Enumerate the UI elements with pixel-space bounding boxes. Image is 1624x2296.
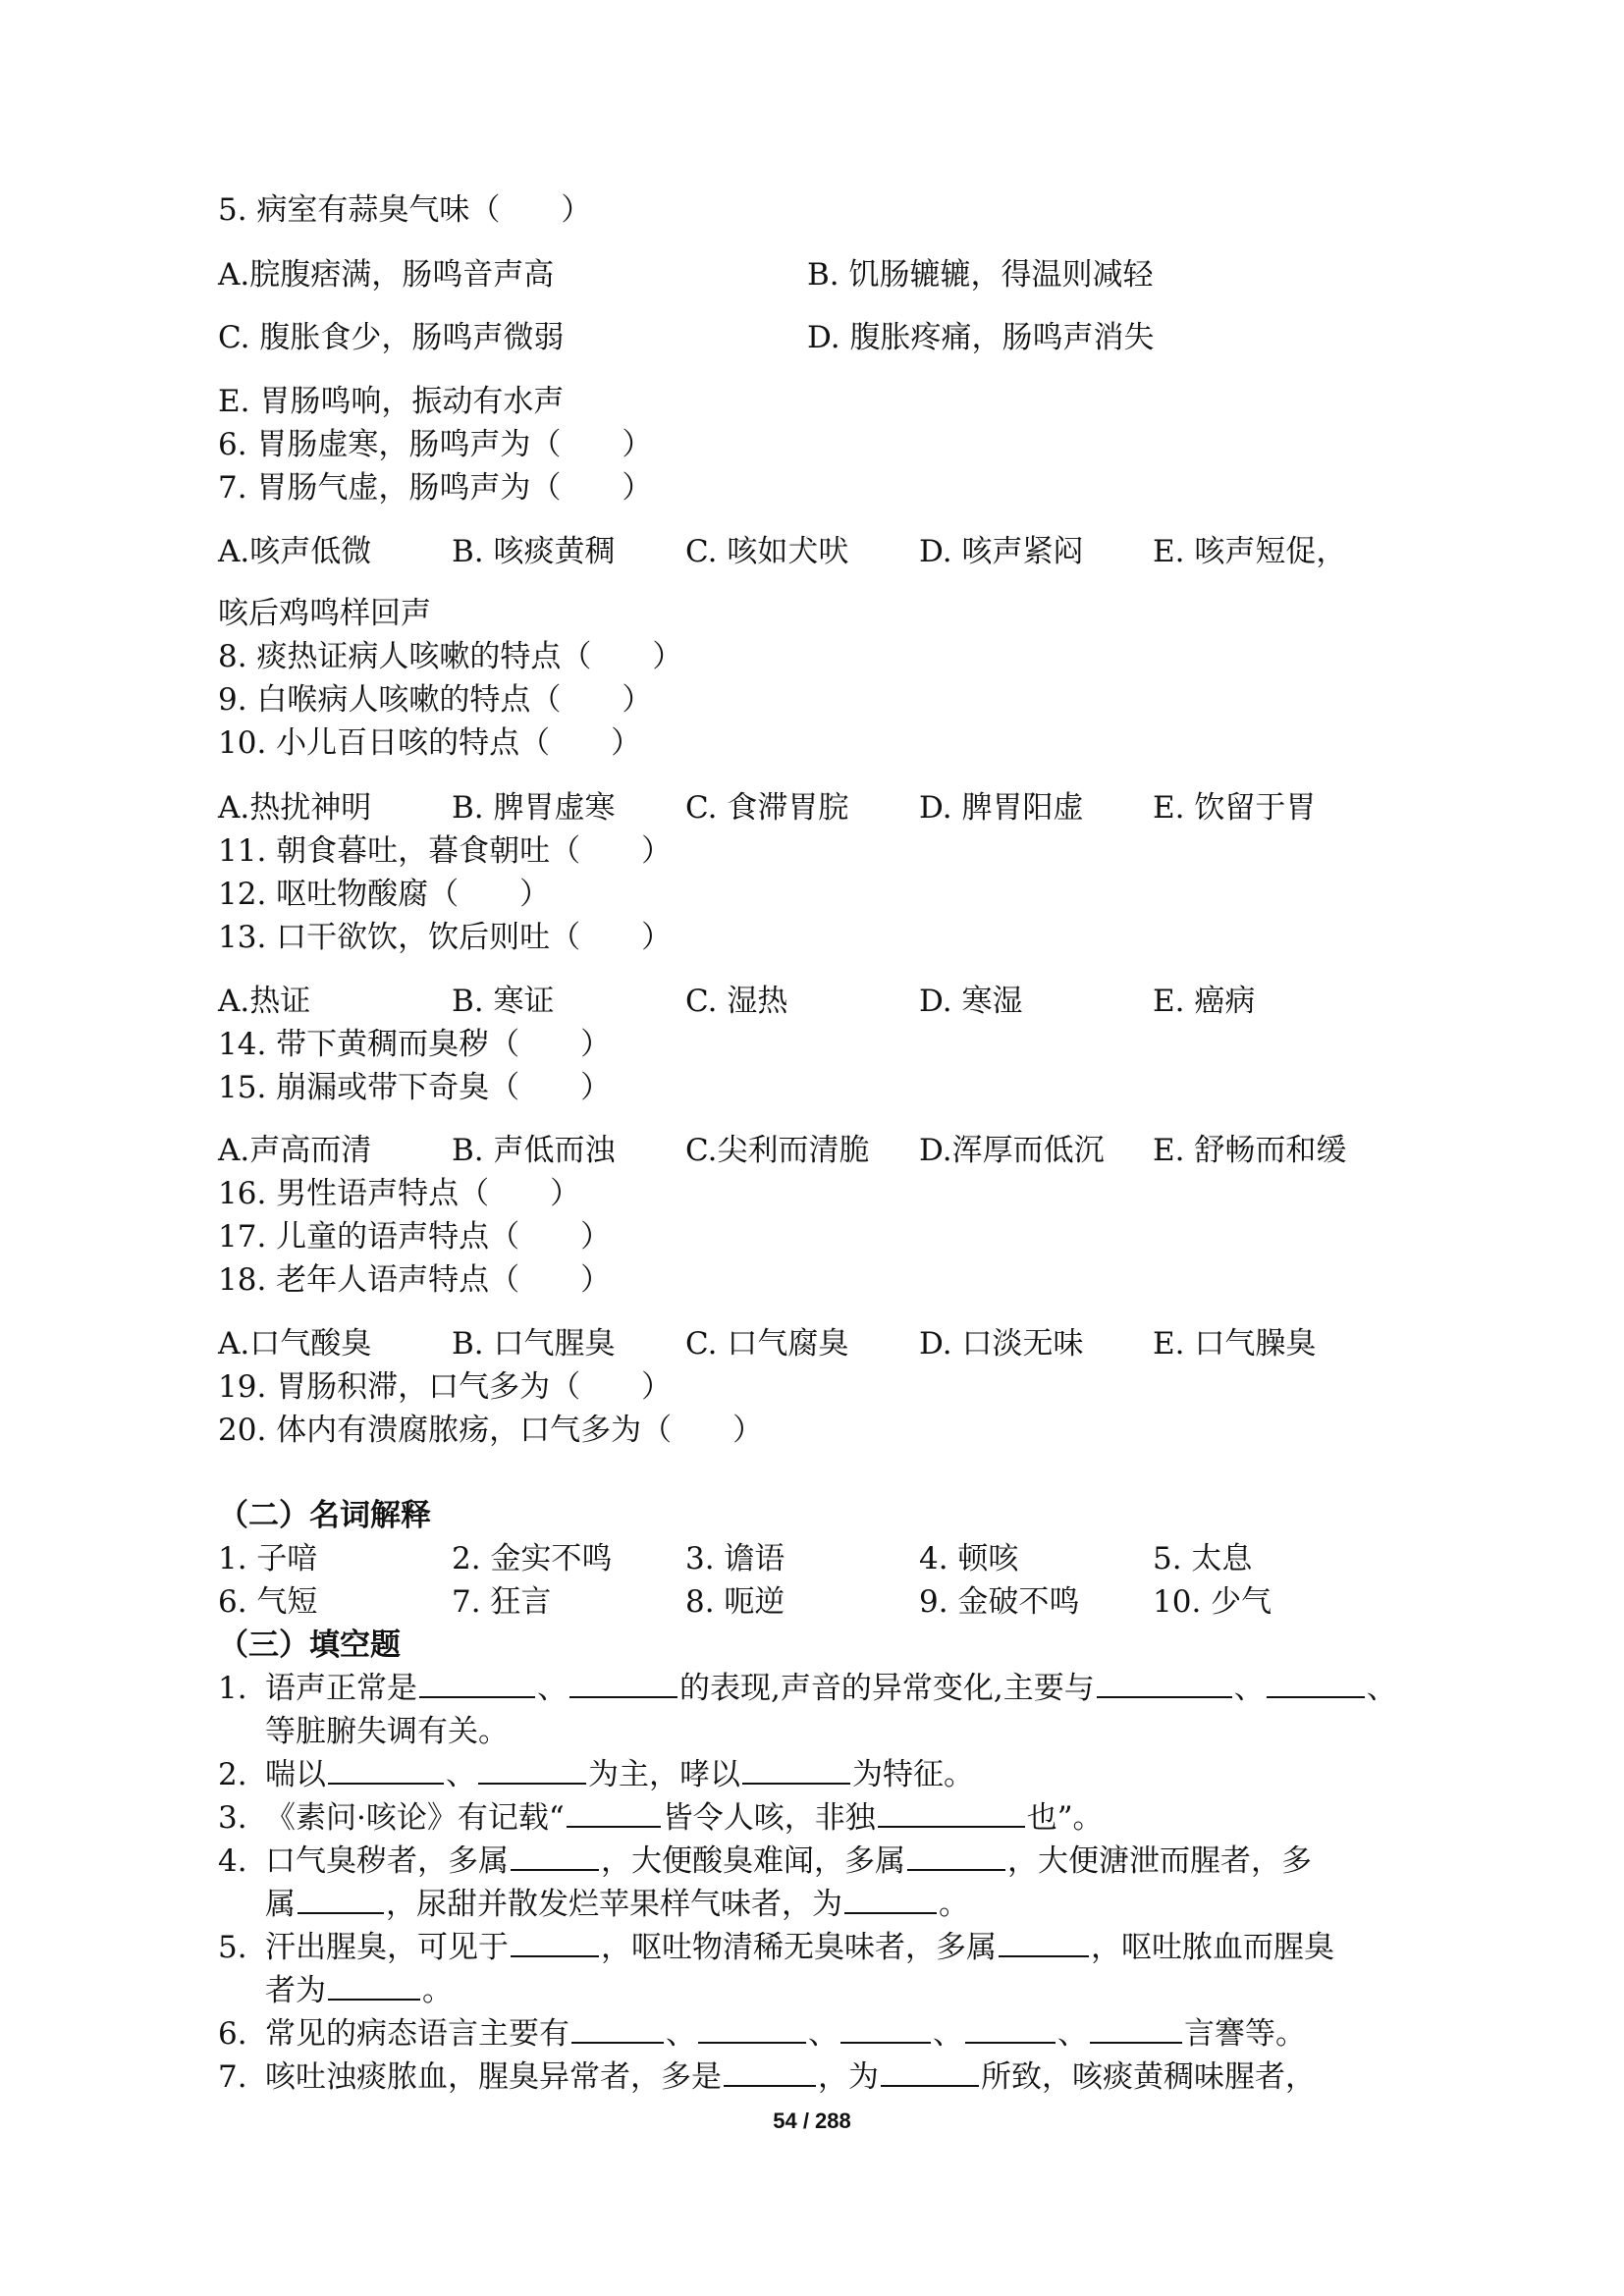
option-a: A.咳声低微 (218, 534, 372, 569)
fill-number: 3. (218, 1800, 247, 1836)
option-c: C. 腹胀食少，肠鸣声微弱 (218, 320, 565, 355)
option-e: E. 癌病 (1153, 984, 1256, 1019)
answer-blank[interactable] (571, 2016, 664, 2044)
option-c: C. 食滞胃脘 (685, 790, 849, 826)
question-15: 15. 崩漏或带下奇臭（ ） (218, 1070, 612, 1105)
section-heading-fill: （三）填空题 (218, 1628, 401, 1663)
term-item: 4. 顿咳 (919, 1541, 1019, 1576)
question-18: 18. 老年人语声特点（ ） (218, 1262, 612, 1298)
question-10: 10. 小儿百日咳的特点（ ） (218, 725, 642, 761)
option-c: C. 口气腐臭 (685, 1326, 849, 1362)
fill-item-6: 常见的病态语言主要有 、 、 、 、 言謇等。 (265, 2016, 1306, 2052)
question-12: 12. 呕吐物酸腐（ ） (218, 877, 551, 912)
fill-number: 1. (218, 1671, 247, 1706)
term-item: 1. 子喑 (218, 1541, 318, 1576)
answer-blank[interactable] (907, 1843, 1005, 1871)
option-d: D. 寒湿 (919, 984, 1023, 1019)
fill-item-4-continued: 属 ，尿甜并散发烂苹果样气味者，为 。 (265, 1887, 969, 1922)
answer-blank[interactable] (698, 2016, 806, 2044)
option-b: B. 脾胃虚寒 (452, 790, 616, 826)
option-e: E. 舒畅而和缓 (1153, 1133, 1347, 1168)
option-a: A.脘腹痞满，肠鸣音声高 (218, 257, 555, 293)
option-a: A.口气酸臭 (218, 1326, 372, 1362)
option-d: D. 腹胀疼痛，肠鸣声消失 (807, 320, 1155, 355)
answer-blank[interactable] (567, 1800, 661, 1828)
answer-blank[interactable] (478, 1757, 586, 1785)
fill-item-1: 语声正常是 、 的表现,声音的异常变化,主要与 、 、 (265, 1671, 1397, 1706)
answer-blank[interactable] (511, 1930, 599, 1957)
term-item: 8. 呃逆 (685, 1584, 785, 1620)
option-d: D. 咳声紧闷 (919, 534, 1084, 569)
question-9: 9. 白喉病人咳嗽的特点（ ） (218, 682, 653, 718)
fill-item-3: 《素问·咳论》有记载“ 皆令人咳，非独 也”。 (265, 1800, 1104, 1836)
question-20: 20. 体内有溃腐脓疡，口气多为（ ） (218, 1413, 764, 1448)
question-14: 14. 带下黄稠而臭秽（ ） (218, 1027, 612, 1062)
option-e: E. 胃肠鸣响，振动有水声 (218, 384, 565, 419)
answer-blank[interactable] (965, 2016, 1056, 2044)
answer-blank[interactable] (724, 2059, 816, 2087)
option-e-continued: 咳后鸡鸣样回声 (218, 596, 431, 631)
option-c: C. 湿热 (685, 984, 788, 1019)
option-a: A.热扰神明 (218, 790, 372, 826)
fill-item-7: 咳吐浊痰脓血，腥臭异常者，多是 ，为 所致，咳痰黄稠味腥者， (265, 2059, 1316, 2095)
answer-blank[interactable] (742, 1757, 850, 1785)
question-13: 13. 口干欲饮，饮后则吐（ ） (218, 920, 673, 955)
fill-number: 6. (218, 2016, 247, 2052)
option-e: E. 咳声短促， (1153, 534, 1347, 569)
option-a: A.热证 (218, 984, 311, 1019)
term-item: 5. 太息 (1153, 1541, 1253, 1576)
term-item: 10. 少气 (1153, 1584, 1272, 1620)
answer-blank[interactable] (569, 1671, 677, 1698)
fill-number: 7. (218, 2059, 247, 2095)
fill-item-2: 喘以 、 为主，哮以 为特征。 (265, 1757, 974, 1792)
option-c: C.尖利而清脆 (685, 1133, 870, 1168)
option-d: D. 脾胃阳虚 (919, 790, 1084, 826)
option-e: E. 口气臊臭 (1153, 1326, 1317, 1362)
question-8: 8. 痰热证病人咳嗽的特点（ ） (218, 639, 683, 674)
fill-item-5: 汗出腥臭，可见于 ，呕吐物清稀无臭味者，多属 ，呕吐脓血而腥臭 (265, 1930, 1334, 1965)
answer-blank[interactable] (328, 1973, 420, 2001)
answer-blank[interactable] (298, 1887, 384, 1914)
fill-item-4: 口气臭秽者，多属 ，大便酸臭难闻，多属 ，大便溏泄而腥者，多 (265, 1843, 1312, 1879)
term-item: 3. 谵语 (685, 1541, 785, 1576)
answer-blank[interactable] (840, 2016, 931, 2044)
term-item: 6. 气短 (218, 1584, 318, 1620)
fill-item-5-continued: 者为 。 (265, 1973, 453, 2008)
section-heading-terms: （二）名词解释 (218, 1498, 431, 1533)
answer-blank[interactable] (999, 1930, 1089, 1957)
option-d: D.浑厚而低沉 (919, 1133, 1105, 1168)
fill-number: 2. (218, 1757, 247, 1792)
term-item: 9. 金破不鸣 (919, 1584, 1080, 1620)
question-11: 11. 朝食暮吐，暮食朝吐（ ） (218, 833, 673, 869)
answer-blank[interactable] (881, 2059, 979, 2087)
page-number: 54 / 288 (773, 2109, 851, 2133)
answer-blank[interactable] (328, 1757, 444, 1785)
question-7: 7. 胃肠气虚，肠鸣声为（ ） (218, 470, 653, 506)
option-b: B. 咳痰黄稠 (452, 534, 616, 569)
term-item: 2. 金实不鸣 (452, 1541, 613, 1576)
option-c: C. 咳如犬吠 (685, 534, 849, 569)
question-19: 19. 胃肠积滞，口气多为（ ） (218, 1369, 673, 1405)
term-item: 7. 狂言 (452, 1584, 552, 1620)
option-b: B. 口气腥臭 (452, 1326, 616, 1362)
question-6: 6. 胃肠虚寒，肠鸣声为（ ） (218, 427, 653, 462)
question-17: 17. 儿童的语声特点（ ） (218, 1219, 612, 1255)
option-b: B. 声低而浊 (452, 1133, 616, 1168)
answer-blank[interactable] (1090, 2016, 1182, 2044)
answer-blank[interactable] (844, 1887, 937, 1914)
question-5: 5. 病室有蒜臭气味（ ） (218, 192, 592, 228)
answer-blank[interactable] (1267, 1671, 1365, 1698)
answer-blank[interactable] (1097, 1671, 1232, 1698)
option-b: B. 饥肠辘辘，得温则减轻 (807, 257, 1154, 293)
fill-number: 5. (218, 1930, 247, 1965)
fill-number: 4. (218, 1843, 247, 1879)
answer-blank[interactable] (419, 1671, 535, 1698)
answer-blank[interactable] (878, 1800, 1025, 1828)
answer-blank[interactable] (511, 1843, 599, 1871)
option-d: D. 口淡无味 (919, 1326, 1084, 1362)
option-a: A.声高而清 (218, 1133, 372, 1168)
option-b: B. 寒证 (452, 984, 555, 1019)
question-16: 16. 男性语声特点（ ） (218, 1176, 581, 1211)
fill-item-1-continued: 等脏腑失调有关。 (265, 1714, 509, 1749)
option-e: E. 饮留于胃 (1153, 790, 1317, 826)
